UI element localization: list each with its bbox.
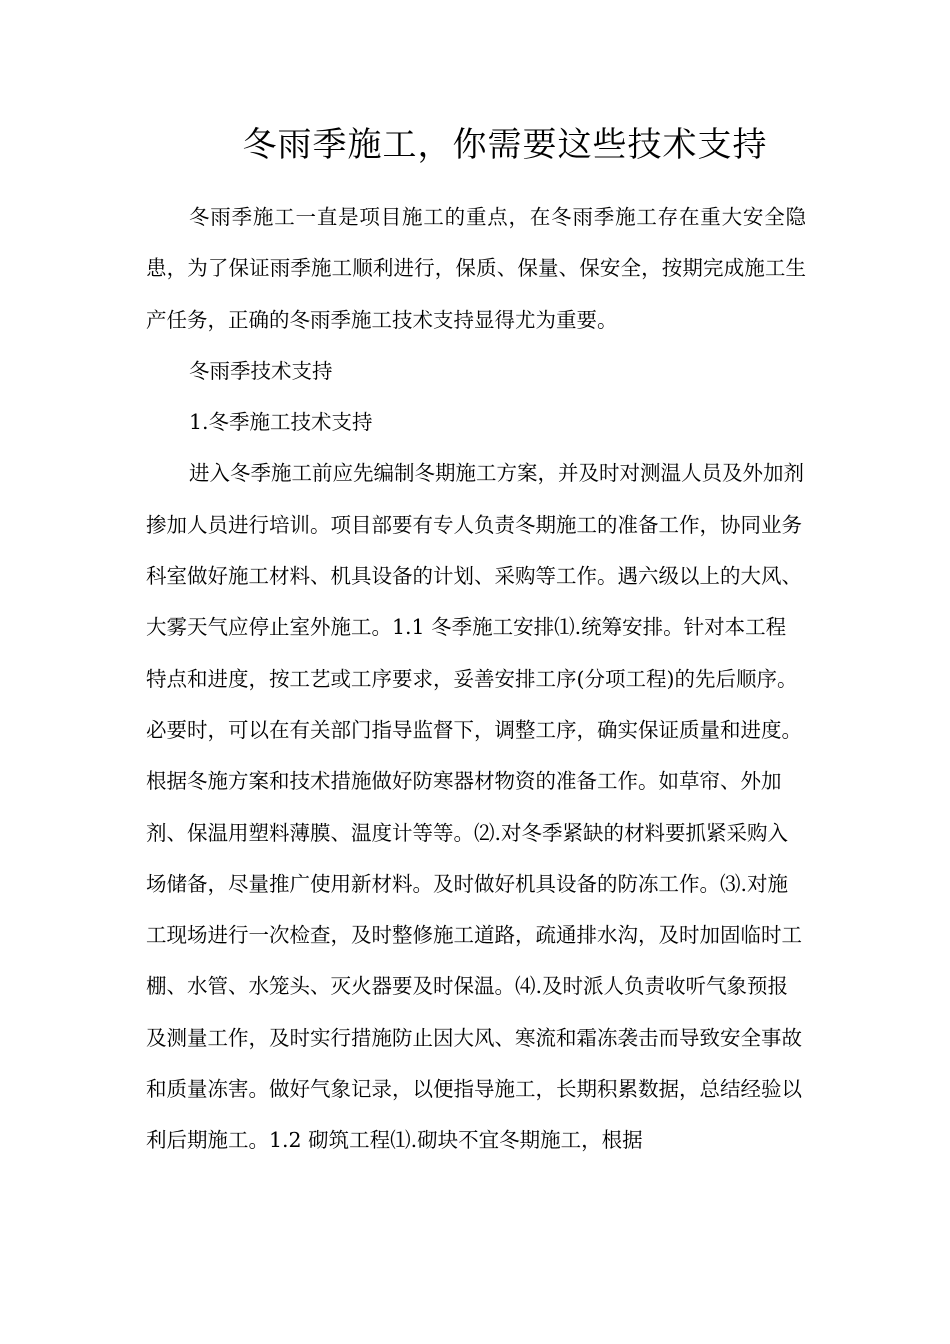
document-title: 冬雨季施工，你需要这些技术支持	[242, 125, 768, 165]
intro-paragraph: 冬雨季施工一直是项目施工的重点，在冬雨季施工存在重大安全隐患，为了保证雨季施工顺利进行，保质、保量、保安全，按期完成施工生产任务，正确的冬雨季施工技术支持显得尤为重要。	[146, 205, 806, 332]
subsection-heading: 1.冬季施工技术支持	[189, 410, 373, 435]
document-body	[146, 192, 806, 1167]
winter-construction-paragraph: 进入冬季施工前应先编制冬期施工方案，并及时对测温人员及外加剂掺加人员进行培训。项目部要有专人负责冬期施工的准备工作，协同业务科室做好施工材料、机具设备的计划、采购等工作。遇六级以上的大风、大雾天气应停止室外施工。1.1 冬季施工安排⑴.统筹安排。针对本工程特点和进度，按工艺或工序要求，妥善安排工序(分项工程)的先后顺序。必要时，可以在有关部门指导监督下，调整工序，确实保证质量和进度。根据冬施方案和技术措施做好防寒器材物资的准备工作。如草帘、外加剂、保温用塑料薄膜、温度计等等。⑵.对冬季紧缺的材料要抓紧采购入场储备，尽量推广使用新材料。及时做好机具设备的防冻工作。⑶.对施工现场进行一次检查，及时整修施工道路，疏通排水沟，及时加固临时工棚、水管、水笼头、灭火器要及时保温。⑷.及时派人负责收听气象预报及测量工作，及时实行措施防止因大风、寒流和霜冻袭击而导致安全事故和质量冻害。做好气象记录，以便指导施工，长期积累数据，总结经验以利后期施工。1.2 砌筑工程⑴.砌块不宜冬期施工，根据	[146, 461, 804, 1153]
section-heading: 冬雨季技术支持	[189, 358, 333, 383]
